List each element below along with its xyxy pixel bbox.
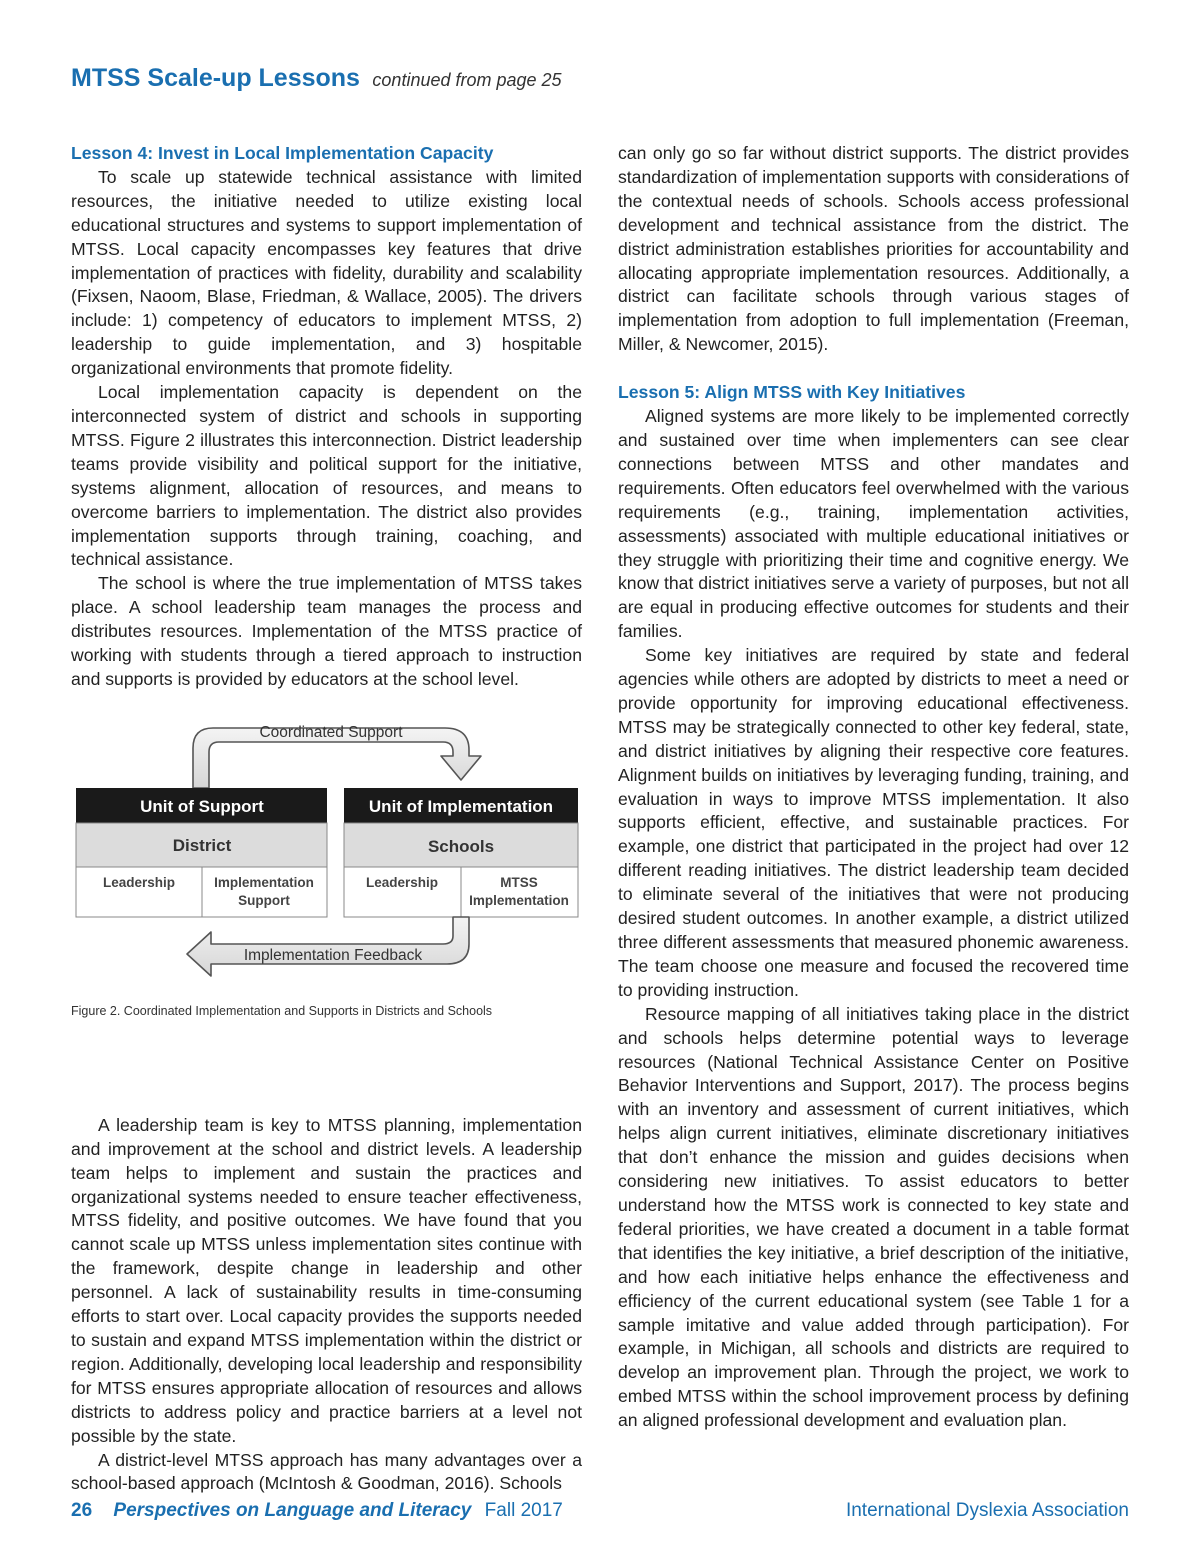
lesson4-heading: Lesson 4: Invest in Local Implementation Capacity <box>71 143 494 163</box>
mtss-implementation-label-1: MTSS <box>500 874 538 890</box>
district-label: District <box>172 835 232 855</box>
right-column <box>618 142 1129 1433</box>
page-header <box>71 64 562 93</box>
unit-of-support-header: Unit of Support <box>140 796 264 816</box>
implementation-feedback-label: Implementation Feedback <box>243 946 423 964</box>
left-paragraph-5: A district-level MTSS approach has many advantages over a school-based approach (McIntosh & Goodman, 2016). Schools <box>71 1449 582 1494</box>
right-paragraph-3: Some key initiatives are required by state and federal agencies while others are adopted by districts to meet a need or provide opportunity for improving educational effectiveness. MTSS may be strategically connected to other key federal, state, and district initiatives by aligning their respective core features. Alignment builds on initiatives by leveraging funding, training, and evaluation in ways to improve MTSS implementation. It also supports efficient, effective, and sustainable practices. For example, one district that participated in the project had over 12 different reading initiatives. The district leadership team decided to eliminate several of the initiatives that were not producing desired student outcomes. In another example, a district utilized three different assessments that measured phonemic awareness. The team choose one measure and focused the recovered time to providing instruction. <box>618 645 1129 1000</box>
left-paragraph-2: Local implementation capacity is dependent on the interconnected system of district and schools in supporting MTSS. Figure 2 illustrates this interconnection. District leadership teams provide visibility and political support for the initiative, systems alignment, allocation of resources, and means to overcome barriers to implementation. The district also provides implementation supports through training, coaching, and technical assistance. <box>71 382 582 570</box>
lesson5-heading: Lesson 5: Align MTSS with Key Initiatives <box>618 382 966 403</box>
left-column <box>71 142 582 1496</box>
page-number: 26 <box>71 1500 93 1521</box>
figure-caption: Figure 2. Coordinated Implementation and Supports in Districts and Schools <box>71 1003 493 1018</box>
organization-name: International Dyslexia Association <box>845 1500 1129 1521</box>
right-paragraph-1: can only go so far without district supports. The district provides standardization of implementation supports with considerations of the contextual needs of schools. Schools access professional development and technical assistance from the district. The district administration establishes priorities for accountability and allocating appropriate implementation resources. Additionally, a district can facilitate schools through various stages of implementation from adoption to full implementation (Freeman, Miller, & Newcomer, 2015). <box>618 143 1129 355</box>
mtss-implementation-label-2: Implementation <box>469 892 569 908</box>
issue-season: Fall 2017 <box>484 1500 563 1521</box>
figure-2 <box>71 722 582 1052</box>
schools-leadership-label: Leadership <box>365 874 439 890</box>
left-paragraph-1: To scale up statewide technical assistance with limited resources, the initiative needed to utilize existing local educational structures and systems to support implementation of MTSS. Local capacity encompasses key features that drive implementation of practices with fidelity, durability and scalability (Fixsen, Naoom, Blase, Friedman, & Wallace, 2005). The drivers include: 1) competency of educators to implement MTSS, 2) leadership to guide implementation, and 3) hospitable organizational environments that promote fidelity. <box>71 166 582 379</box>
implementation-support-label-2: Support <box>238 892 290 908</box>
implementation-support-label-1: Implementation <box>214 874 314 890</box>
page-footer <box>71 1500 1129 1526</box>
publication-title: Perspectives on Language and Literacy <box>113 1500 472 1521</box>
district-leadership-label: Leadership <box>102 874 176 890</box>
figure-diagram <box>71 722 582 1022</box>
continued-note: continued from page 25 <box>372 70 562 90</box>
coordinated-support-label: Coordinated Support <box>259 723 403 741</box>
unit-of-implementation-header: Unit of Implementation <box>368 796 554 816</box>
right-paragraph-2: Aligned systems are more likely to be implemented correctly and sustained over time when implementers can see clear connections between MTSS and other mandates and requirements. Often educators feel overwhelmed with the various requirements (e.g., training, implementation activities, assessments) associated with multiple educational initiatives or they struggle with prioritizing their time and cognitive energy. We know that district initiatives serve a variety of purposes, but not all are equal in producing effective outcomes for students and their families. <box>618 406 1129 642</box>
left-paragraph-3: The school is where the true implementation of MTSS takes place. A school leadership team manages the process and distributes resources. Implementation of the MTSS practice of working with students through a tiered approach to instruction and supports is provided by educators at the school level. <box>71 573 582 689</box>
schools-label: Schools <box>427 836 495 856</box>
right-paragraph-4: Resource mapping of all initiatives taking place in the district and schools helps determine potential ways to leverage resources (National Technical Assistance Center on Positive Behavior Interventions and Support, 2017). The process begins with an inventory and assessment of current initiatives, which helps align current initiatives, eliminate discretionary initiatives that don’t enhance the mission and guides decisions when considering new initiatives. To assist educators to better understand how the MTSS work is connected to key state and federal priorities, we have created a document in a table format that identifies the key initiative, a brief description of the initiative, and how each initiative helps enhance the effectiveness and efficiency of the current educational system (see Table 1 for a sample imitative and value added through participation). For example, in Michigan, all schools and districts are required to develop an improvement plan. Through the project, we work to embed MTSS within the school improvement process by defining an aligned professional development and evaluation plan. <box>618 1003 1129 1431</box>
section-title: MTSS Scale-up Lessons <box>71 64 360 92</box>
left-paragraph-4: A leadership team is key to MTSS planning, implementation and improvement at the school and district levels. A leadership team helps to implement and sustain the practices and organizational systems needed to ensure teacher effectiveness, MTSS fidelity, and positive outcomes. We have found that you cannot scale up MTSS unless implementation sites continue with the framework, despite change in leadership and other personnel. A lack of sustainability results in time-consuming efforts to start over. Local capacity provides the supports needed to sustain and expand MTSS implementation within the district or region. Additionally, developing local leadership and responsibility for MTSS ensures appropriate allocation of resources and allows districts to address policy and practice barriers at a level not possible by the state. <box>71 1114 582 1446</box>
